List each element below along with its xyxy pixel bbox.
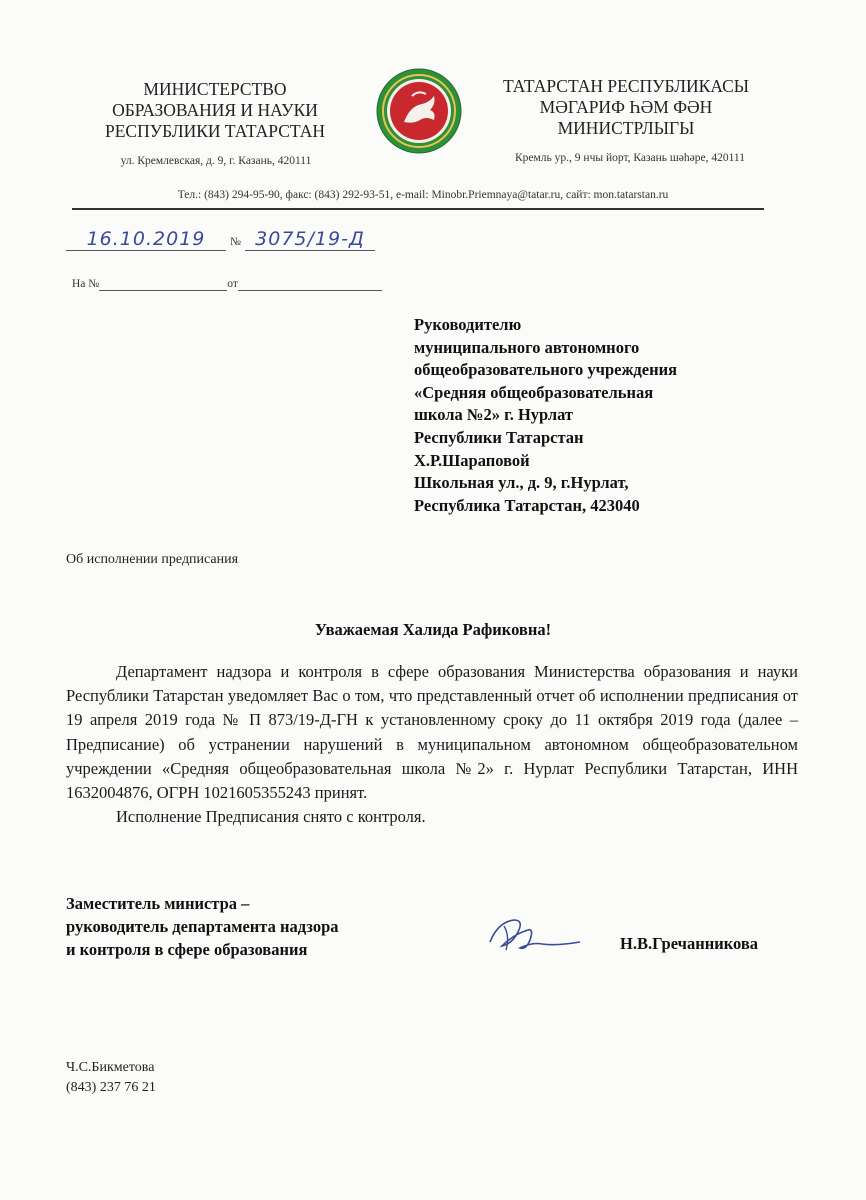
- executor-name: Ч.С.Бикметова: [66, 1060, 155, 1075]
- signatory-title-line-1: Заместитель министра –: [66, 894, 250, 913]
- registration-date-field: [66, 228, 226, 251]
- signatory-title-line-3: и контроля в сфере образования: [66, 939, 308, 959]
- signatory-name: Н.В.Гречанникова: [620, 934, 759, 953]
- executor-block: [66, 1058, 156, 1098]
- executor-phone: (843) 237 76 21: [66, 1080, 156, 1095]
- recipient-line: муниципального автономного: [414, 337, 640, 357]
- signatory-title: [66, 893, 426, 961]
- letter-body: [66, 660, 798, 829]
- from-date-blank: [238, 278, 382, 291]
- signatory-title-line-2: руководитель департамента надзора: [66, 916, 339, 936]
- address-ru: ул. Кремлевская, д. 9, г. Казань, 420111: [120, 155, 312, 167]
- ministry-tt-line-1: ТАТАРСТАН РЕСПУБЛИКАСЫ: [502, 76, 750, 96]
- recipient-block: [414, 314, 794, 517]
- on-number-blank: [99, 278, 227, 291]
- recipient-line: «Средняя общеобразовательная: [414, 382, 654, 402]
- on-number-label: На №: [72, 278, 100, 290]
- reference-line: [72, 278, 392, 291]
- registration-number: 3075/19-Д: [255, 228, 365, 250]
- ministry-tt-line-3: МИНИСТРЛЫГЫ: [557, 118, 695, 138]
- registration-number-field: [245, 228, 375, 251]
- recipient-line: общеобразовательного учреждения: [414, 360, 678, 380]
- recipient-line: Руководителю: [414, 315, 522, 334]
- contact-line: Тел.: (843) 294-95-90, факс: (843) 292-93-51, e-mail: Minobr.Priemnaya@tatar.ru, сайт: mon.tatarstan.ru: [177, 189, 669, 201]
- address-tt: Кремль ур., 9 нчы йорт, Казань шәһәре, 420111: [515, 152, 745, 164]
- ministry-name-ru: [76, 79, 354, 142]
- greeting: Уважаемая Халида Рафиковна!: [314, 620, 552, 639]
- ministry-ru-line-1: МИНИСТЕРСТВО: [143, 79, 287, 99]
- from-label: от: [227, 278, 238, 290]
- ministry-name-tt: [478, 76, 774, 139]
- recipient-line: Школьная ул., д. 9, г.Нурлат,: [414, 473, 629, 493]
- body-paragraph-1: Департамент надзора и контроля в сфере образования Министерства образования и науки Республики Татарстан уведомляет Вас о том, что представленный отчет об исполнении предписания от 19 апреля 2019 года № П 873/19-Д-ГН к установленному сроку до 11 октября 2019 года (далее – Предписание) об устранении нарушений в муниципальном автономном общеобразовательном учреждении «Средняя общеобразовательная школа №2» г. Нурлат Республики Татарстан, ИНН 1632004876, ОГРН 1021605355243 принят.: [66, 662, 798, 803]
- letter-subject: Об исполнении предписания: [66, 552, 239, 567]
- tatarstan-emblem-icon: [374, 66, 464, 156]
- header-divider: [72, 208, 764, 210]
- registration-line: [66, 228, 386, 251]
- ministry-ru-line-2: ОБРАЗОВАНИЯ И НАУКИ: [112, 100, 318, 120]
- recipient-line: школа №2» г. Нурлат: [414, 405, 574, 425]
- ministry-ru-line-3: РЕСПУБЛИКИ ТАТАРСТАН: [104, 121, 325, 141]
- handwritten-signature: [484, 912, 584, 958]
- ministry-tt-line-2: МӘГАРИФ ҺӘМ ФӘН: [539, 97, 713, 117]
- body-paragraph-2: Исполнение Предписания снято с контроля.: [116, 807, 426, 827]
- recipient-line: Х.Р.Шараповой: [414, 450, 530, 470]
- recipient-line: Республики Татарстан: [414, 427, 584, 447]
- registration-date: 16.10.2019: [86, 228, 206, 250]
- recipient-line: Республика Татарстан, 423040: [414, 495, 640, 515]
- number-sign: №: [230, 236, 241, 248]
